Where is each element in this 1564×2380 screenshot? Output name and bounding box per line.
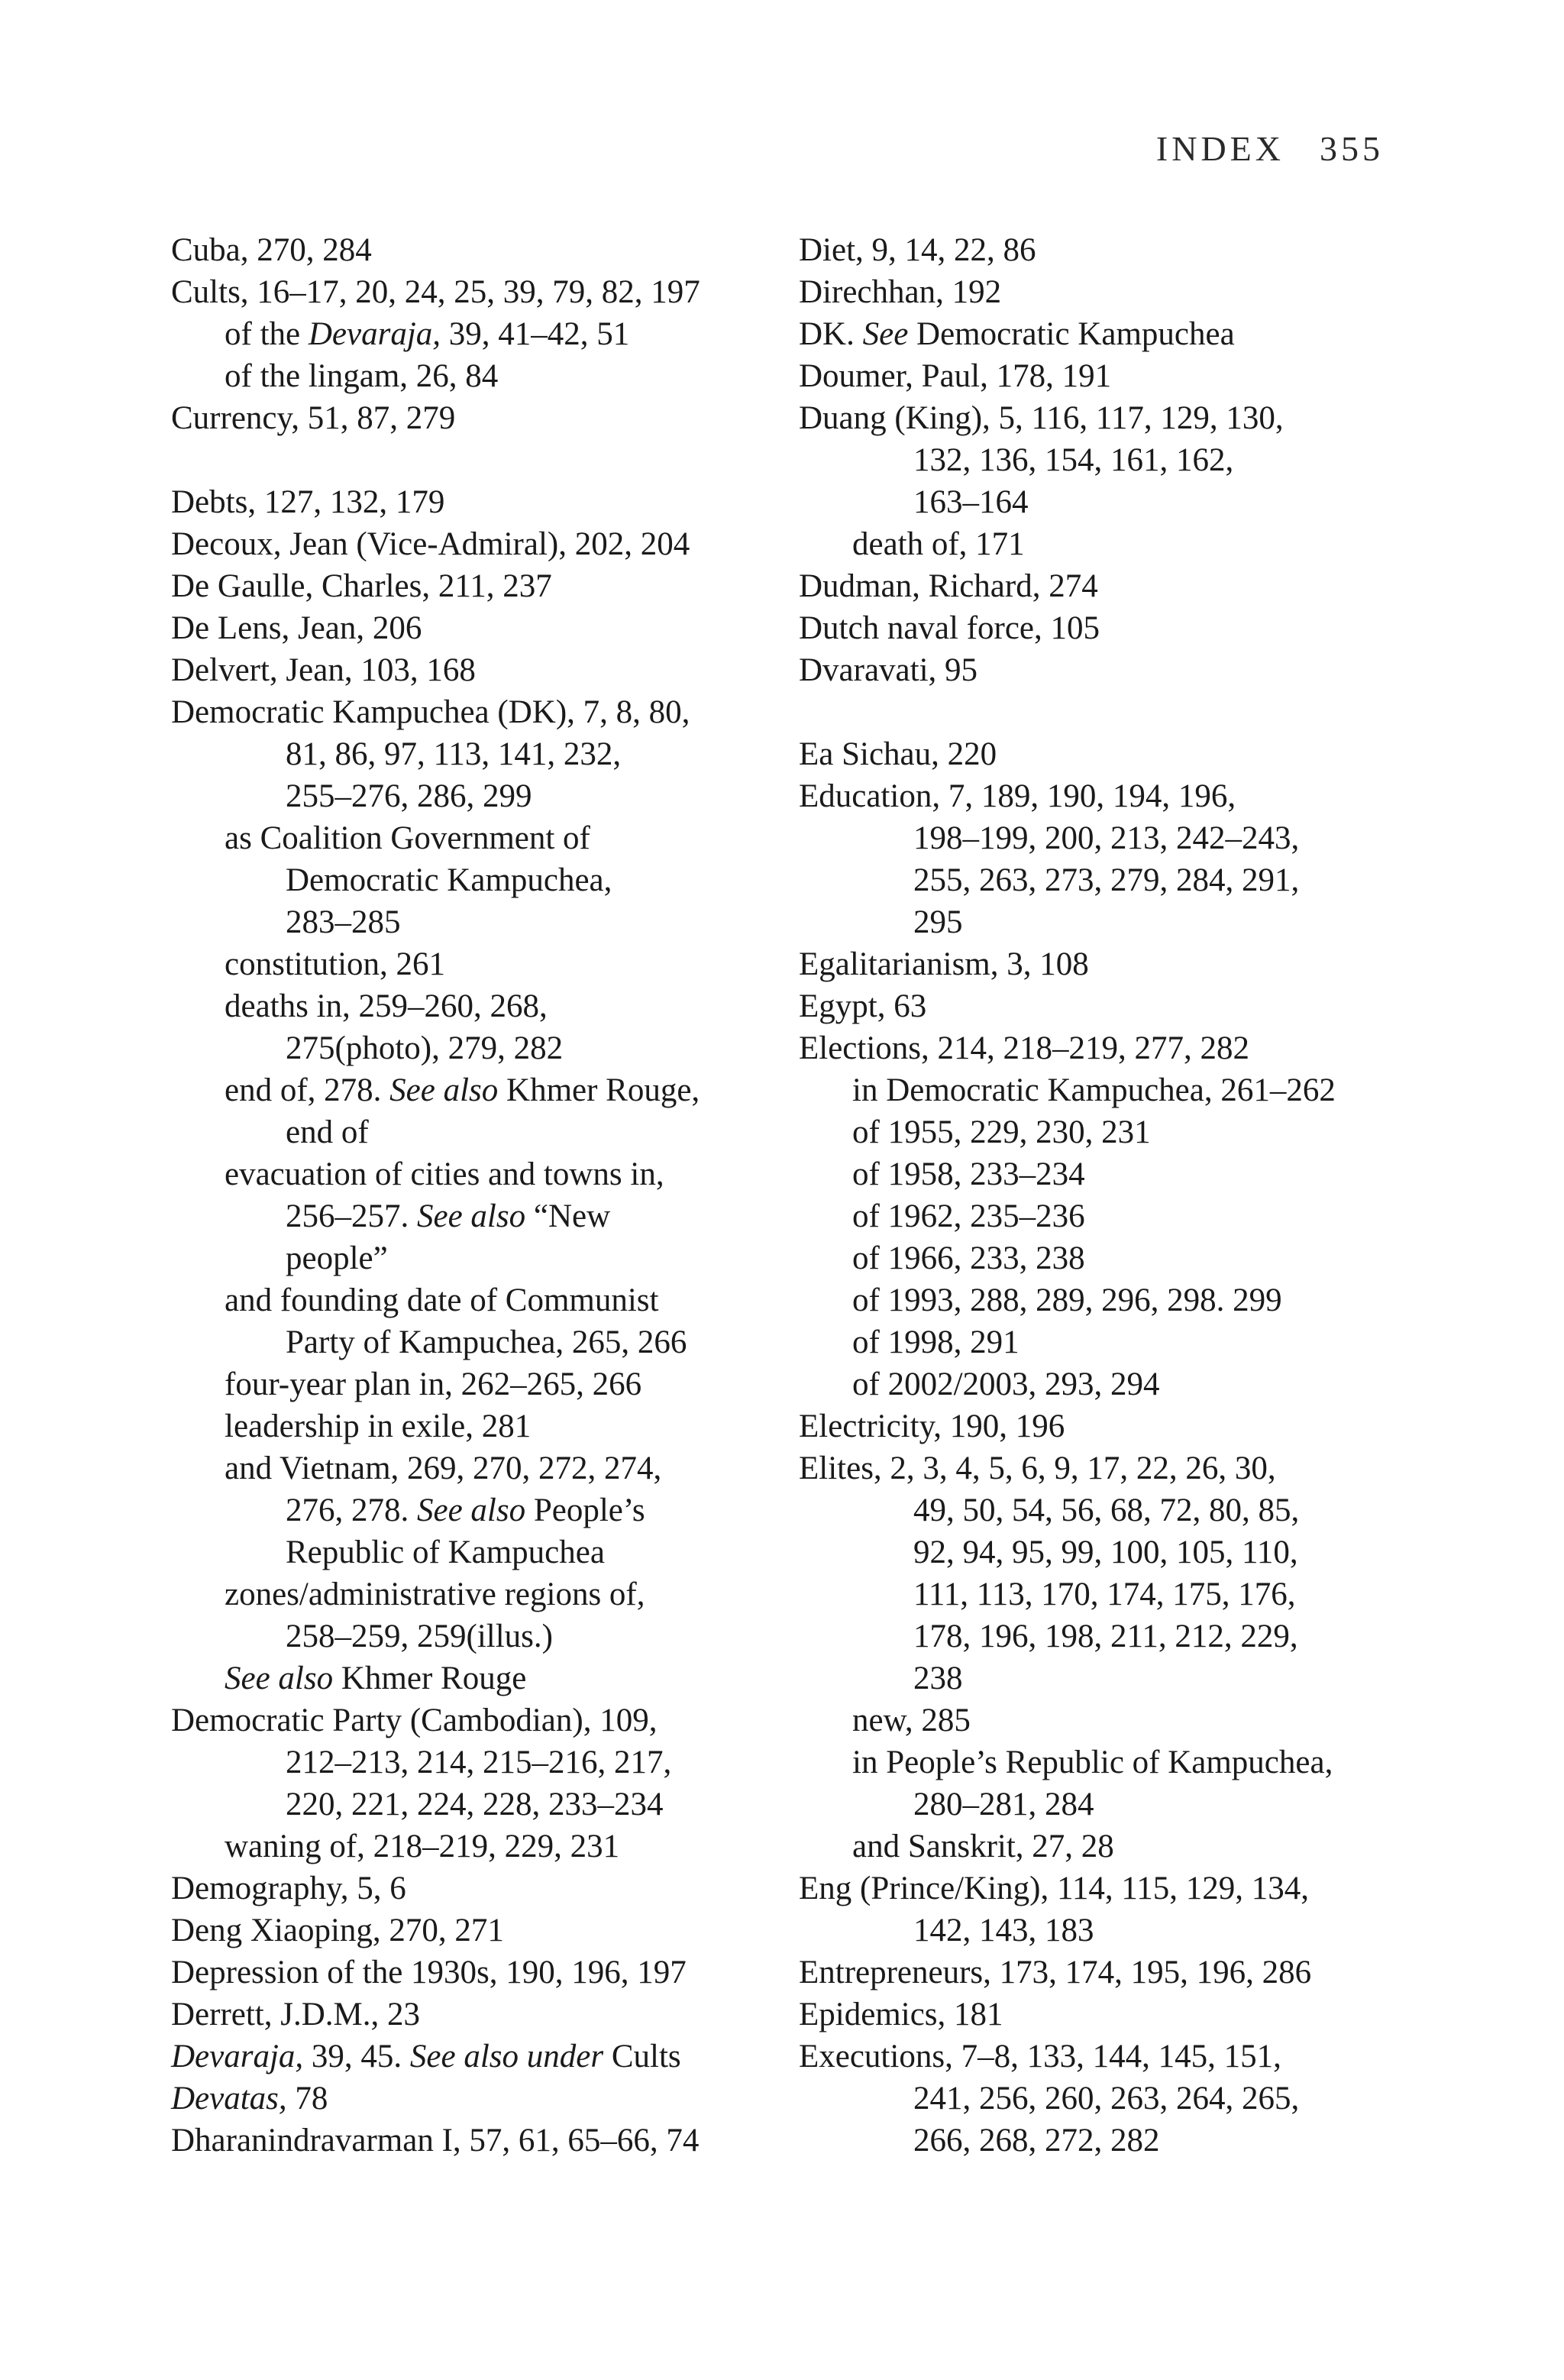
- index-entry: [171, 271, 767, 313]
- index-text: of 1958, 233–234: [852, 1156, 1085, 1192]
- index-entry: [171, 565, 767, 607]
- index-text: 163–164: [913, 484, 1029, 520]
- index-text: 49, 50, 54, 56, 68, 72, 80, 85,: [913, 1492, 1300, 1528]
- index-text: 283–285: [286, 904, 401, 940]
- section-gap: [799, 691, 1394, 733]
- index-text: Elites, 2, 3, 4, 5, 6, 9, 17, 22, 26, 30,: [799, 1450, 1276, 1486]
- index-subentry: [799, 1153, 1394, 1195]
- index-text: Ea Sichau, 220: [799, 736, 997, 772]
- index-entry: [171, 229, 767, 271]
- index-subentry: [799, 1699, 1394, 1741]
- index-entry: [171, 2120, 767, 2162]
- index-continuation: [171, 1741, 767, 1783]
- index-text: of 1966, 233, 238: [852, 1240, 1085, 1276]
- index-subentry: [799, 1363, 1394, 1405]
- index-text: 276, 278.: [286, 1492, 417, 1528]
- index-text: 132, 136, 154, 161, 162,: [913, 442, 1234, 478]
- index-entry: [799, 649, 1394, 691]
- index-entry: [171, 1952, 767, 1994]
- index-text: people”: [286, 1240, 388, 1276]
- index-text-italic: See also: [225, 1661, 334, 1696]
- index-subentry: [799, 1237, 1394, 1279]
- index-text: Derrett, J.D.M., 23: [171, 1997, 421, 2032]
- index-text: Delvert, Jean, 103, 168: [171, 652, 476, 688]
- index-continuation: [799, 481, 1394, 523]
- index-continuation: [171, 1111, 767, 1153]
- index-text: Decoux, Jean (Vice-Admiral), 202, 204: [171, 526, 690, 562]
- index-entry: [799, 229, 1394, 271]
- index-subentry: [171, 1153, 767, 1195]
- index-text: end of, 278.: [225, 1072, 390, 1108]
- index-entry: [799, 271, 1394, 313]
- section-gap: [171, 439, 767, 481]
- index-text: Executions, 7–8, 133, 144, 145, 151,: [799, 2039, 1281, 2074]
- index-continuation: [171, 859, 767, 901]
- index-text-italic: Devatas,: [171, 2081, 287, 2116]
- index-entry: [171, 523, 767, 565]
- index-entry: [171, 1994, 767, 2036]
- index-subentry: [171, 355, 767, 397]
- index-text: new, 285: [852, 1703, 971, 1738]
- index-continuation: [799, 1531, 1394, 1573]
- page-number: 355: [1320, 129, 1384, 168]
- index-text: Dutch naval force, 105: [799, 610, 1100, 646]
- index-continuation: [171, 775, 767, 817]
- index-text: De Lens, Jean, 206: [171, 610, 422, 646]
- index-text: Egypt, 63: [799, 988, 927, 1024]
- index-text: of 1998, 291: [852, 1324, 1020, 1360]
- index-continuation: [799, 1615, 1394, 1657]
- index-text: 212–213, 214, 215–216, 217,: [286, 1745, 672, 1780]
- index-text: Education, 7, 189, 190, 194, 196,: [799, 778, 1236, 814]
- index-entry: [171, 607, 767, 649]
- index-text: Depression of the 1930s, 190, 196, 197: [171, 1955, 687, 1990]
- index-text: Dudman, Richard, 274: [799, 568, 1098, 604]
- index-subentry: [799, 1279, 1394, 1321]
- index-text: Khmer Rouge: [333, 1661, 527, 1696]
- index-text: 92, 94, 95, 99, 100, 105, 110,: [913, 1534, 1298, 1570]
- running-head-label: INDEX: [1155, 129, 1284, 168]
- index-continuation: [171, 1615, 767, 1657]
- index-text: People’s: [525, 1492, 645, 1528]
- index-continuation: [171, 733, 767, 775]
- index-subentry: [171, 313, 767, 355]
- index-continuation: [171, 901, 767, 943]
- index-entry: [171, 2078, 767, 2120]
- index-text: 111, 113, 170, 174, 175, 176,: [913, 1576, 1296, 1612]
- index-entry: [171, 481, 767, 523]
- index-entry: [799, 1027, 1394, 1069]
- index-entry: [799, 565, 1394, 607]
- index-subentry: [171, 1279, 767, 1321]
- index-text: leadership in exile, 281: [225, 1408, 532, 1444]
- index-continuation: [171, 1321, 767, 1363]
- index-text: Democratic Kampuchea (DK), 7, 8, 80,: [171, 694, 690, 730]
- index-entry: [171, 691, 767, 733]
- index-entry: [171, 649, 767, 691]
- index-text: Cuba, 270, 284: [171, 232, 372, 268]
- index-text: Dharanindravarman I, 57, 61, 65–66, 74: [171, 2123, 700, 2158]
- index-continuation: [799, 1783, 1394, 1825]
- index-text: Diet, 9, 14, 22, 86: [799, 232, 1036, 268]
- index-entry: [799, 355, 1394, 397]
- index-text: 255, 263, 273, 279, 284, 291,: [913, 862, 1300, 898]
- index-text: Eng (Prince/King), 114, 115, 129, 134,: [799, 1871, 1310, 1906]
- index-continuation: [171, 1783, 767, 1825]
- index-text: DK.: [799, 316, 863, 352]
- index-entry: [799, 1447, 1394, 1489]
- index-entry: [171, 2036, 767, 2078]
- index-text: Republic of Kampuchea: [286, 1534, 605, 1570]
- index-text: 220, 221, 224, 228, 233–234: [286, 1787, 664, 1822]
- index-text: in People’s Republic of Kampuchea,: [852, 1745, 1333, 1780]
- index-subentry: [171, 1657, 767, 1699]
- index-continuation: [799, 2120, 1394, 2162]
- index-text: Doumer, Paul, 178, 191: [799, 358, 1112, 394]
- index-text: 78: [286, 2081, 328, 2116]
- index-text: and Sanskrit, 27, 28: [852, 1829, 1114, 1864]
- index-text: Party of Kampuchea, 265, 266: [286, 1324, 687, 1360]
- index-continuation: [171, 1489, 767, 1531]
- index-text: waning of, 218–219, 229, 231: [225, 1829, 620, 1864]
- index-text: Dvaravati, 95: [799, 652, 978, 688]
- index-text: 178, 196, 198, 211, 212, 229,: [913, 1618, 1298, 1654]
- index-text-italic: See also: [389, 1072, 499, 1108]
- index-subentry: [799, 1741, 1394, 1783]
- index-text: 280–281, 284: [913, 1787, 1094, 1822]
- index-text: Elections, 214, 218–219, 277, 282: [799, 1030, 1250, 1066]
- index-text: Epidemics, 181: [799, 1997, 1003, 2032]
- index-entry: [799, 943, 1394, 985]
- index-text: and founding date of Communist: [225, 1282, 659, 1318]
- index-text: of the: [225, 316, 309, 352]
- running-head: [1156, 128, 1384, 169]
- index-entry: [799, 1952, 1394, 1994]
- index-text: 39, 41–42, 51: [441, 316, 630, 352]
- index-entry: [799, 607, 1394, 649]
- index-continuation: [799, 901, 1394, 943]
- index-text: Democratic Kampuchea: [908, 316, 1235, 352]
- index-continuation: [799, 2078, 1394, 2120]
- index-continuation: [171, 1027, 767, 1069]
- index-text-italic: Devaraja,: [171, 2039, 304, 2074]
- index-text: 266, 268, 272, 282: [913, 2123, 1160, 2158]
- index-text-italic: See also: [417, 1492, 526, 1528]
- index-subentry: [171, 1363, 767, 1405]
- index-text-italic: Devaraja,: [308, 316, 441, 352]
- index-text: Demography, 5, 6: [171, 1871, 406, 1906]
- index-subentry: [171, 1573, 767, 1615]
- index-text: Khmer Rouge,: [498, 1072, 700, 1108]
- index-continuation: [799, 1657, 1394, 1699]
- index-text: Deng Xiaoping, 270, 271: [171, 1913, 504, 1948]
- index-text: evacuation of cities and towns in,: [225, 1156, 664, 1192]
- index-text: 198–199, 200, 213, 242–243,: [913, 820, 1300, 856]
- index-subentry: [799, 1111, 1394, 1153]
- index-continuation: [799, 1489, 1394, 1531]
- index-entry: [799, 313, 1394, 355]
- index-text: Debts, 127, 132, 179: [171, 484, 445, 520]
- index-entry: [799, 1994, 1394, 2036]
- index-text: 295: [913, 904, 963, 940]
- index-continuation: [799, 439, 1394, 481]
- index-text: Electricity, 190, 196: [799, 1408, 1065, 1444]
- index-text: Entrepreneurs, 173, 174, 195, 196, 286: [799, 1955, 1312, 1990]
- index-entry: [799, 1405, 1394, 1447]
- index-text: of 1962, 235–236: [852, 1198, 1085, 1234]
- index-continuation: [171, 1237, 767, 1279]
- index-text: of 1955, 229, 230, 231: [852, 1114, 1151, 1150]
- index-text: 241, 256, 260, 263, 264, 265,: [913, 2081, 1300, 2116]
- index-text: Direchhan, 192: [799, 274, 1002, 310]
- index-text: Democratic Party (Cambodian), 109,: [171, 1703, 658, 1738]
- index-text: deaths in, 259–260, 268,: [225, 988, 548, 1024]
- index-text: Cults, 16–17, 20, 24, 25, 39, 79, 82, 197: [171, 274, 700, 310]
- index-text: in Democratic Kampuchea, 261–262: [852, 1072, 1336, 1108]
- index-subentry: [171, 943, 767, 985]
- index-subentry: [171, 1405, 767, 1447]
- index-text: constitution, 261: [225, 946, 446, 982]
- index-subentry: [799, 1321, 1394, 1363]
- index-subentry: [171, 1825, 767, 1867]
- index-subentry: [799, 1195, 1394, 1237]
- index-text: Cults: [603, 2039, 681, 2074]
- index-text: Democratic Kampuchea,: [286, 862, 612, 898]
- index-entry: [171, 397, 767, 439]
- index-entry: [799, 1867, 1394, 1909]
- index-continuation: [799, 1909, 1394, 1952]
- index-text-italic: See: [862, 316, 909, 352]
- index-text: 255–276, 286, 299: [286, 778, 532, 814]
- index-subentry: [171, 1447, 767, 1489]
- index-text: of 1993, 288, 289, 296, 298. 299: [852, 1282, 1282, 1318]
- index-entry: [799, 733, 1394, 775]
- index-continuation: [171, 1531, 767, 1573]
- index-text: 258–259, 259(illus.): [286, 1618, 553, 1654]
- index-subentry: [799, 523, 1394, 565]
- index-text: and Vietnam, 269, 270, 272, 274,: [225, 1450, 662, 1486]
- index-entry: [799, 2036, 1394, 2078]
- index-text: four-year plan in, 262–265, 266: [225, 1366, 642, 1402]
- index-text: as Coalition Government of: [225, 820, 590, 856]
- index-subentry: [799, 1825, 1394, 1867]
- index-text: 256–257.: [286, 1198, 417, 1234]
- index-entry: [171, 1909, 767, 1952]
- index-text-italic: See also: [417, 1198, 526, 1234]
- index-text: De Gaulle, Charles, 211, 237: [171, 568, 552, 604]
- index-continuation: [171, 1195, 767, 1237]
- index-text: 81, 86, 97, 113, 141, 232,: [286, 736, 622, 772]
- index-continuation: [799, 859, 1394, 901]
- index-column-left: [171, 229, 767, 2162]
- index-text: 275(photo), 279, 282: [286, 1030, 564, 1066]
- index-continuation: [799, 817, 1394, 859]
- index-text: 238: [913, 1661, 963, 1696]
- index-subentry: [171, 985, 767, 1027]
- index-entry: [171, 1699, 767, 1741]
- index-entry: [799, 397, 1394, 439]
- index-entry: [799, 985, 1394, 1027]
- index-text: of 2002/2003, 293, 294: [852, 1366, 1160, 1402]
- index-text: of the lingam, 26, 84: [225, 358, 499, 394]
- index-column-right: [799, 229, 1394, 2162]
- index-entry: [799, 775, 1394, 817]
- index-text: death of, 171: [852, 526, 1025, 562]
- index-subentry: [171, 1069, 767, 1111]
- index-text: zones/administrative regions of,: [225, 1576, 645, 1612]
- index-subentry: [171, 817, 767, 859]
- index-subentry: [799, 1069, 1394, 1111]
- index-continuation: [799, 1573, 1394, 1615]
- index-text: Egalitarianism, 3, 108: [799, 946, 1089, 982]
- index-entry: [171, 1867, 767, 1909]
- index-text: 39, 45.: [303, 2039, 410, 2074]
- index-text: Currency, 51, 87, 279: [171, 400, 456, 436]
- index-text-italic: See also under: [409, 2039, 604, 2074]
- index-text: end of: [286, 1114, 369, 1150]
- index-text: “New: [525, 1198, 611, 1234]
- index-text: 142, 143, 183: [913, 1913, 1094, 1948]
- index-text: Duang (King), 5, 116, 117, 129, 130,: [799, 400, 1284, 436]
